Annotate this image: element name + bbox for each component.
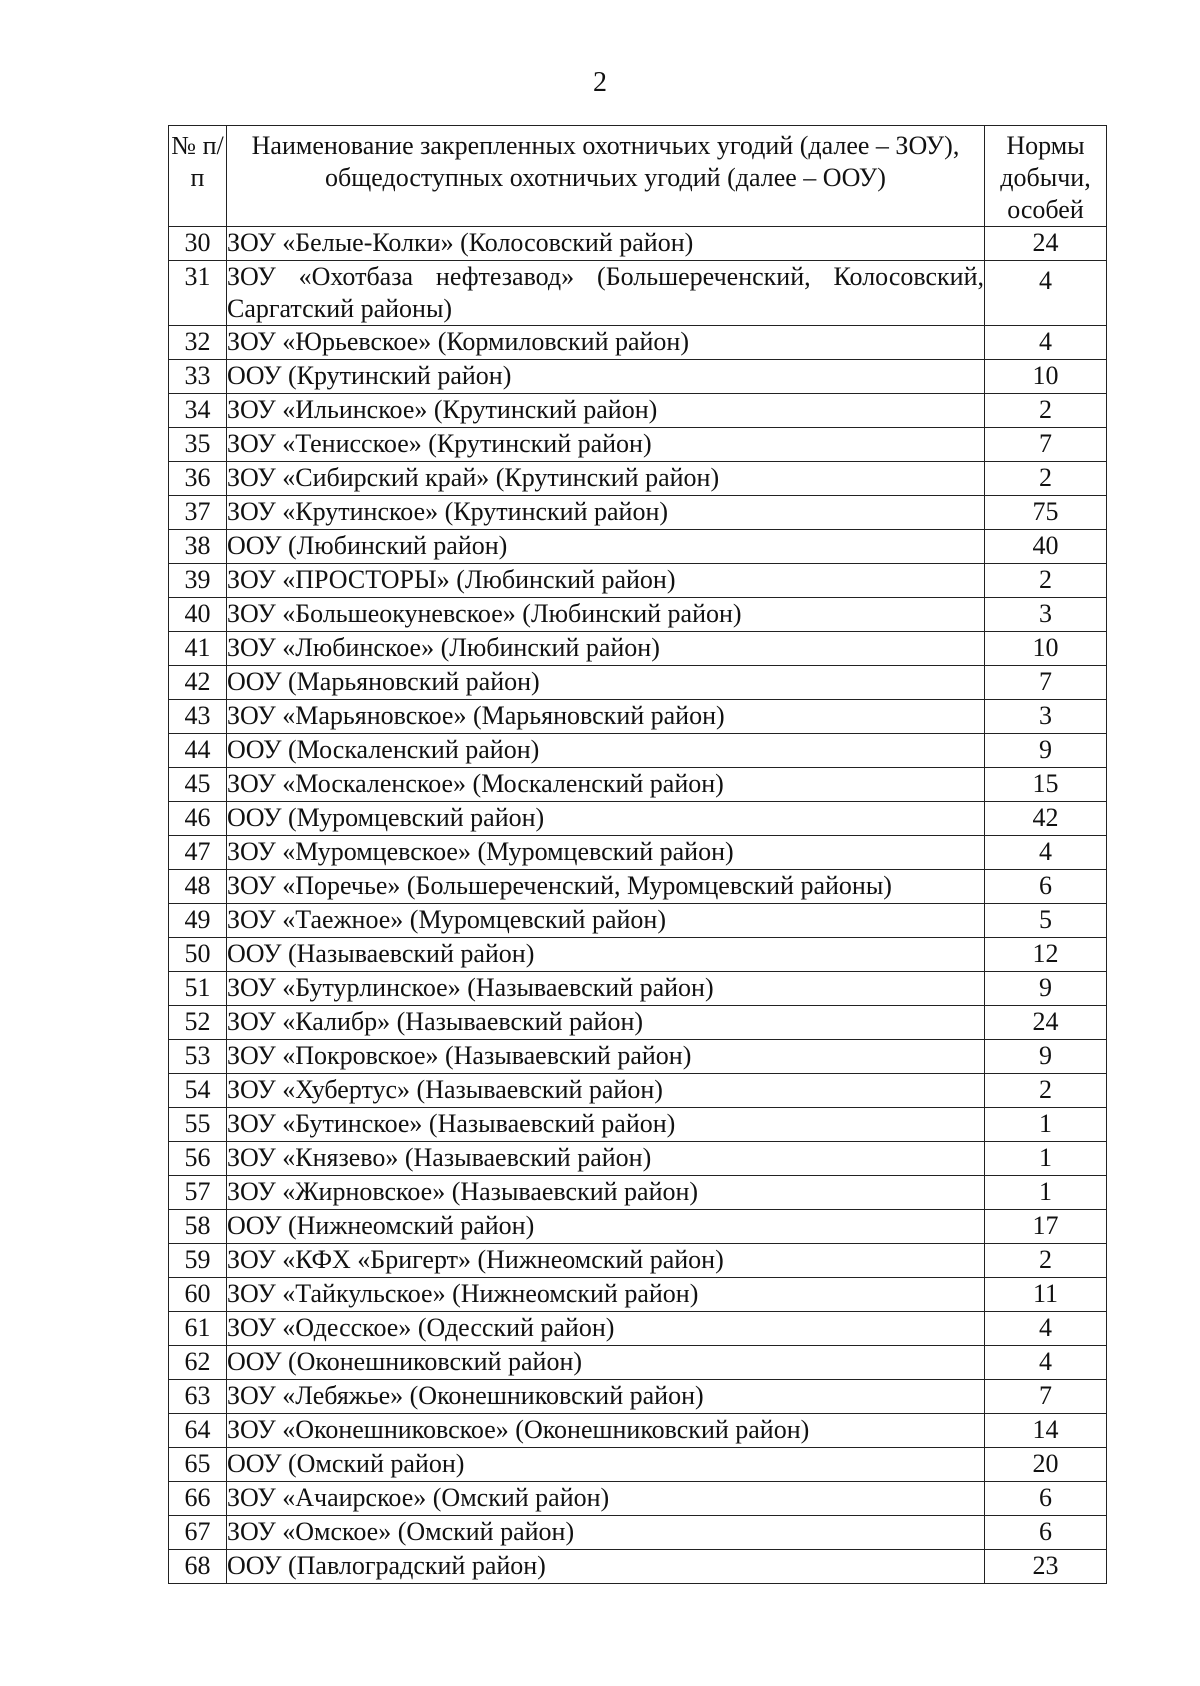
table-row <box>169 360 1107 394</box>
table-row <box>169 564 1107 598</box>
row-norm: 2 <box>985 394 1107 428</box>
row-number: 30 <box>169 227 227 261</box>
row-norm: 10 <box>985 360 1107 394</box>
row-number: 39 <box>169 564 227 598</box>
row-norm: 5 <box>985 904 1107 938</box>
table-row <box>169 1108 1107 1142</box>
row-norm: 15 <box>985 768 1107 802</box>
row-name: ЗОУ «Тенисское» (Крутинский район) <box>227 428 985 462</box>
row-number: 32 <box>169 326 227 360</box>
row-name: ЗОУ «Крутинское» (Крутинский район) <box>227 496 985 530</box>
table-row <box>169 1414 1107 1448</box>
row-name: ООУ (Оконешниковский район) <box>227 1346 985 1380</box>
row-norm: 24 <box>985 227 1107 261</box>
table-row <box>169 1074 1107 1108</box>
table-header-row <box>169 126 1107 227</box>
row-name: ООУ (Называевский район) <box>227 938 985 972</box>
row-name: ЗОУ «Лебяжье» (Оконешниковский район) <box>227 1380 985 1414</box>
row-norm: 10 <box>985 632 1107 666</box>
table-row <box>169 1516 1107 1550</box>
table-row <box>169 261 1107 326</box>
row-number: 35 <box>169 428 227 462</box>
row-norm: 1 <box>985 1176 1107 1210</box>
table-row <box>169 768 1107 802</box>
table-row <box>169 1006 1107 1040</box>
row-number: 47 <box>169 836 227 870</box>
table-row <box>169 870 1107 904</box>
table-row <box>169 938 1107 972</box>
row-name: ЗОУ «Муромцевское» (Муромцевский район) <box>227 836 985 870</box>
row-norm: 4 <box>985 326 1107 360</box>
table-row <box>169 1312 1107 1346</box>
row-number: 37 <box>169 496 227 530</box>
row-name: ООУ (Москаленский район) <box>227 734 985 768</box>
row-norm: 2 <box>985 1244 1107 1278</box>
row-norm: 2 <box>985 564 1107 598</box>
row-norm: 3 <box>985 598 1107 632</box>
row-norm: 7 <box>985 666 1107 700</box>
row-number: 65 <box>169 1448 227 1482</box>
row-norm: 9 <box>985 734 1107 768</box>
table-row <box>169 1142 1107 1176</box>
row-number: 66 <box>169 1482 227 1516</box>
table-row <box>169 1210 1107 1244</box>
row-number: 46 <box>169 802 227 836</box>
row-number: 61 <box>169 1312 227 1346</box>
table-row <box>169 1482 1107 1516</box>
row-norm: 4 <box>985 1312 1107 1346</box>
table-row <box>169 1448 1107 1482</box>
row-number: 63 <box>169 1380 227 1414</box>
row-norm: 40 <box>985 530 1107 564</box>
table-row <box>169 632 1107 666</box>
table-row <box>169 1040 1107 1074</box>
table-row <box>169 326 1107 360</box>
row-number: 44 <box>169 734 227 768</box>
row-norm: 17 <box>985 1210 1107 1244</box>
row-norm: 2 <box>985 1074 1107 1108</box>
row-name: ЗОУ «Тайкульское» (Нижнеомский район) <box>227 1278 985 1312</box>
row-norm: 6 <box>985 1516 1107 1550</box>
table-row <box>169 462 1107 496</box>
header-norm: Нормы добычи, особей <box>985 126 1107 227</box>
row-name: ЗОУ «Ильинское» (Крутинский район) <box>227 394 985 428</box>
header-number: № п/п <box>169 126 227 227</box>
row-norm: 9 <box>985 1040 1107 1074</box>
row-norm: 9 <box>985 972 1107 1006</box>
row-number: 50 <box>169 938 227 972</box>
row-name: ЗОУ «Омское» (Омский район) <box>227 1516 985 1550</box>
row-name: ООУ (Нижнеомский район) <box>227 1210 985 1244</box>
row-number: 60 <box>169 1278 227 1312</box>
header-name: Наименование закрепленных охотничьих угодий (далее – ЗОУ), общедоступных охотничьих угодий (далее – ООУ) <box>227 126 985 227</box>
table-row <box>169 598 1107 632</box>
table-row <box>169 734 1107 768</box>
row-norm: 11 <box>985 1278 1107 1312</box>
row-name: ООУ (Муромцевский район) <box>227 802 985 836</box>
row-name: ЗОУ «Юрьевское» (Кормиловский район) <box>227 326 985 360</box>
row-name: ЗОУ «Поречье» (Большереченский, Муромцевский районы) <box>227 870 985 904</box>
row-name: ЗОУ «Бутурлинское» (Называевский район) <box>227 972 985 1006</box>
row-name: ЗОУ «Оконешниковское» (Оконешниковский район) <box>227 1414 985 1448</box>
row-number: 51 <box>169 972 227 1006</box>
table-row <box>169 1176 1107 1210</box>
table-row <box>169 802 1107 836</box>
row-norm: 75 <box>985 496 1107 530</box>
row-number: 45 <box>169 768 227 802</box>
table-row <box>169 1244 1107 1278</box>
row-number: 42 <box>169 666 227 700</box>
table-row <box>169 972 1107 1006</box>
row-name: ООУ (Крутинский район) <box>227 360 985 394</box>
row-norm: 42 <box>985 802 1107 836</box>
row-name: ЗОУ «Покровское» (Называевский район) <box>227 1040 985 1074</box>
row-name: ООУ (Омский район) <box>227 1448 985 1482</box>
row-norm: 4 <box>985 261 1107 326</box>
row-number: 57 <box>169 1176 227 1210</box>
row-norm: 6 <box>985 1482 1107 1516</box>
row-norm: 24 <box>985 1006 1107 1040</box>
row-name: ЗОУ «Одесское» (Одесский район) <box>227 1312 985 1346</box>
row-name: ЗОУ «Сибирский край» (Крутинский район) <box>227 462 985 496</box>
row-number: 68 <box>169 1550 227 1584</box>
row-name: ООУ (Любинский район) <box>227 530 985 564</box>
row-norm: 20 <box>985 1448 1107 1482</box>
row-number: 41 <box>169 632 227 666</box>
table-row <box>169 904 1107 938</box>
table-row <box>169 1346 1107 1380</box>
row-name: ЗОУ «Бутинское» (Называевский район) <box>227 1108 985 1142</box>
row-norm: 4 <box>985 836 1107 870</box>
row-number: 33 <box>169 360 227 394</box>
row-number: 55 <box>169 1108 227 1142</box>
row-name: ЗОУ «Большеокуневское» (Любинский район) <box>227 598 985 632</box>
row-name: ЗОУ «Князево» (Называевский район) <box>227 1142 985 1176</box>
table-row <box>169 496 1107 530</box>
row-number: 34 <box>169 394 227 428</box>
row-name: ЗОУ «Таежное» (Муромцевский район) <box>227 904 985 938</box>
row-number: 49 <box>169 904 227 938</box>
row-name: ЗОУ «ПРОСТОРЫ» (Любинский район) <box>227 564 985 598</box>
row-number: 59 <box>169 1244 227 1278</box>
table-row <box>169 1380 1107 1414</box>
table-row <box>169 666 1107 700</box>
row-number: 64 <box>169 1414 227 1448</box>
row-number: 38 <box>169 530 227 564</box>
row-norm: 6 <box>985 870 1107 904</box>
table-body <box>169 227 1107 1584</box>
table-row <box>169 700 1107 734</box>
table-row <box>169 836 1107 870</box>
hunting-norms-table <box>168 125 1107 1584</box>
row-norm: 14 <box>985 1414 1107 1448</box>
table-row <box>169 394 1107 428</box>
row-norm: 2 <box>985 462 1107 496</box>
row-norm: 4 <box>985 1346 1107 1380</box>
row-norm: 7 <box>985 428 1107 462</box>
row-number: 48 <box>169 870 227 904</box>
table-row <box>169 428 1107 462</box>
row-number: 36 <box>169 462 227 496</box>
row-name: ЗОУ «Жирновское» (Называевский район) <box>227 1176 985 1210</box>
row-norm: 1 <box>985 1142 1107 1176</box>
row-norm: 23 <box>985 1550 1107 1584</box>
row-name: ЗОУ «Хубертус» (Называевский район) <box>227 1074 985 1108</box>
table-row <box>169 530 1107 564</box>
row-name: ООУ (Павлоградский район) <box>227 1550 985 1584</box>
row-number: 67 <box>169 1516 227 1550</box>
row-name: ЗОУ «Калибр» (Называевский район) <box>227 1006 985 1040</box>
row-name: ЗОУ «Ачаирское» (Омский район) <box>227 1482 985 1516</box>
row-norm: 7 <box>985 1380 1107 1414</box>
row-number: 43 <box>169 700 227 734</box>
row-norm: 1 <box>985 1108 1107 1142</box>
row-number: 56 <box>169 1142 227 1176</box>
row-name: ЗОУ «Марьяновское» (Марьяновский район) <box>227 700 985 734</box>
row-name: ЗОУ «Белые-Колки» (Колосовский район) <box>227 227 985 261</box>
row-number: 54 <box>169 1074 227 1108</box>
row-norm: 3 <box>985 700 1107 734</box>
row-norm: 12 <box>985 938 1107 972</box>
table-row <box>169 227 1107 261</box>
row-number: 40 <box>169 598 227 632</box>
row-number: 52 <box>169 1006 227 1040</box>
row-name: ЗОУ «Охотбаза нефтезавод» (Большереченский, Колосовский, Саргатский районы) <box>227 261 985 326</box>
row-name: ЗОУ «Любинское» (Любинский район) <box>227 632 985 666</box>
row-number: 58 <box>169 1210 227 1244</box>
page-number: 2 <box>593 67 607 98</box>
table-row <box>169 1278 1107 1312</box>
row-number: 62 <box>169 1346 227 1380</box>
row-name: ООУ (Марьяновский район) <box>227 666 985 700</box>
row-name: ЗОУ «Москаленское» (Москаленский район) <box>227 768 985 802</box>
row-number: 31 <box>169 261 227 326</box>
row-name: ЗОУ «КФХ «Бригерт» (Нижнеомский район) <box>227 1244 985 1278</box>
row-number: 53 <box>169 1040 227 1074</box>
table-row <box>169 1550 1107 1584</box>
